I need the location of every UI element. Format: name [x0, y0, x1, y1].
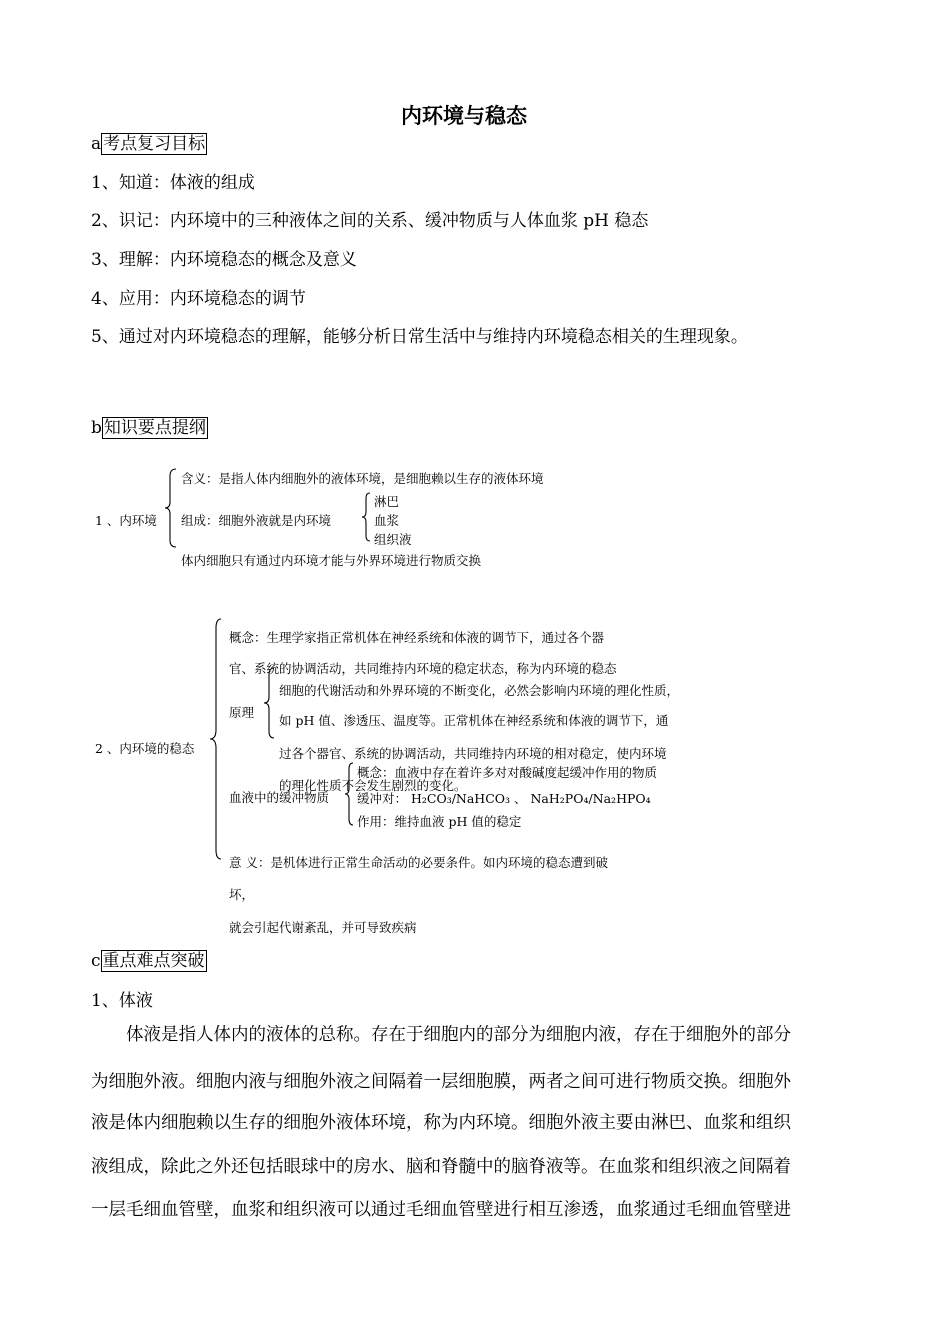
section-b-title: 知识要点提纲 — [103, 418, 206, 438]
outline1-fluids-brace — [360, 492, 372, 542]
buffer-label: 血液中的缓冲物质 — [229, 790, 330, 805]
concept-line1: 概念：生理学家指正常机体在神经系统和体液的调节下，通过各个器 — [229, 630, 605, 645]
objective-3: 3、理解：内环境稳态的概念及意义 — [91, 250, 357, 270]
section-b-heading — [91, 413, 208, 438]
principle-line4: 的理化性质不会发生剧烈的变化。 — [279, 778, 467, 793]
principle-line3: 过各个器官、系统的协调活动，共同维持内环境的相对稳定，使内环境 — [279, 746, 667, 761]
section-c-heading — [91, 946, 207, 971]
objective-1: 1、知道：体液的组成 — [91, 173, 255, 193]
principle-label: 原理 — [229, 705, 255, 720]
buffer-function: 作用：维持血液 pH 值的稳定 — [357, 814, 522, 829]
significance-line3: 就会引起代谢紊乱，并可导致疾病 — [229, 920, 417, 935]
outline1-brace — [164, 468, 178, 548]
objective-2: 2、识记：内环境中的三种液体之间的关系、缓冲物质与人体血浆 pH 稳态 — [91, 211, 649, 231]
outline1-label: 1 、内环境 — [95, 513, 157, 528]
buffer-concept: 概念：血液中存在着许多对对酸碱度起缓冲作用的物质 — [357, 765, 658, 780]
concept-line2: 官、系统的协调活动，共同维持内环境的稳定状态，称为内环境的稳态 — [229, 661, 617, 676]
principle-line1: 细胞的代谢活动和外界环境的不断变化，必然会影响内环境的理化性质， — [279, 683, 680, 698]
section-c-prefix: c — [91, 951, 101, 971]
outline2-label: 2 、内环境的稳态 — [95, 741, 195, 756]
section-c-title: 重点难点突破 — [102, 951, 205, 971]
paragraph-line-2: 为细胞外液。细胞内液与细胞外液之间隔着一层细胞膜，两者之间可进行物质交换。细胞外 — [91, 1072, 791, 1092]
outline1-meaning: 含义：是指人体内细胞外的液体环境，是细胞赖以生存的液体环境 — [181, 471, 544, 486]
section-a-prefix: a — [91, 134, 102, 154]
paragraph-line-5: 一层毛细血管壁，血浆和组织液可以通过毛细血管壁进行相互渗透，血浆通过毛细血管壁进 — [91, 1200, 791, 1220]
section-a-heading — [91, 129, 207, 154]
significance-line2: 坏， — [229, 887, 255, 902]
principle-line2: 如 pH 值、渗透压、温度等。正常机体在神经系统和体液的调节下，通 — [279, 713, 669, 728]
objective-5: 5、通过对内环境稳态的理解，能够分析日常生活中与维持内环境稳态相关的生理现象。 — [91, 327, 748, 347]
fluid-plasma: 血浆 — [374, 513, 400, 528]
objective-4: 4、应用：内环境稳态的调节 — [91, 289, 306, 309]
section-b-prefix: b — [91, 418, 102, 438]
paragraph-line-3: 液是体内细胞赖以生存的细胞外液体环境，称为内环境。细胞外液主要由淋巴、血浆和组织 — [91, 1113, 791, 1133]
principle-brace — [262, 667, 276, 739]
fluid-lymph: 淋巴 — [374, 494, 400, 509]
buffer-pairs: 缓冲对： H₂CO₃/NaHCO₃ 、 NaH₂PO₄/Na₂HPO₄ — [357, 791, 651, 806]
buffer-brace — [343, 762, 355, 826]
outline2-brace — [209, 618, 223, 860]
subheading-body-fluid: 1、体液 — [91, 991, 153, 1011]
paragraph-line-4: 液组成，除此之外还包括眼球中的房水、脑和脊髓中的脑脊液等。在血浆和组织液之间隔着 — [91, 1157, 791, 1177]
page-title: 内环境与稳态 — [401, 104, 527, 128]
paragraph-line-1: 体液是指人体内的液体的总称。存在于细胞内的部分为细胞内液，存在于细胞外的部分 — [126, 1025, 791, 1045]
section-a-title: 考点复习目标 — [103, 134, 206, 154]
fluid-tissue: 组织液 — [374, 532, 412, 547]
outline1-composition: 组成：细胞外液就是内环境 — [181, 513, 332, 528]
significance-line1: 意 义：是机体进行正常生命活动的必要条件。如内环境的稳态遭到破 — [229, 855, 608, 870]
outline1-exchange: 体内细胞只有通过内环境才能与外界环境进行物质交换 — [181, 553, 482, 568]
